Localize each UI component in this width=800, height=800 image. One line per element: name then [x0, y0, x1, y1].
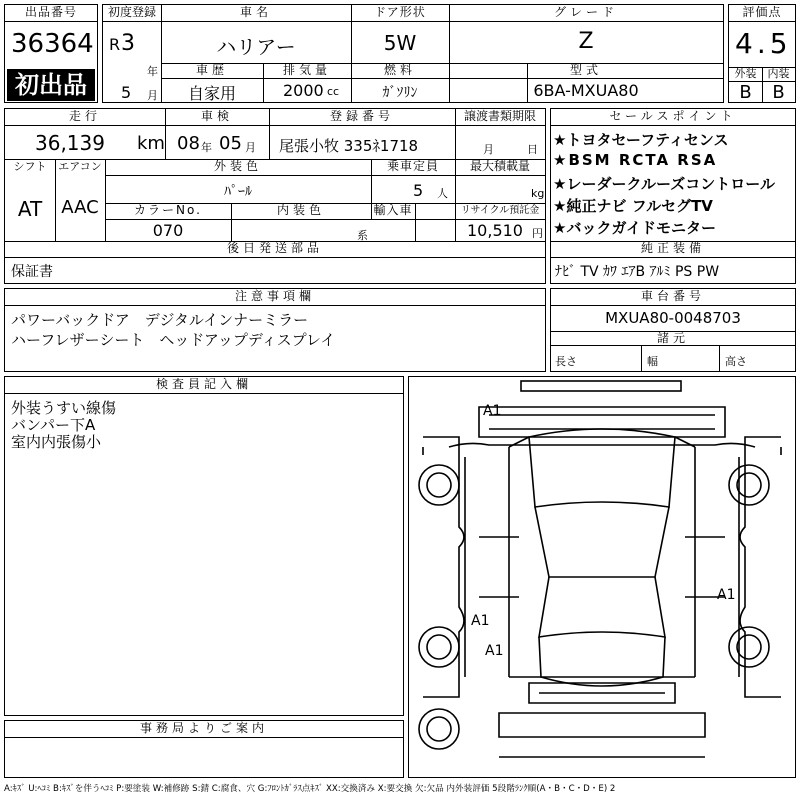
door-label: ドア形状	[374, 5, 426, 19]
color-no: 070	[152, 221, 184, 240]
grade-label: グレード	[553, 5, 618, 19]
recycle: 10,510	[467, 221, 523, 240]
spec-box	[4, 108, 546, 284]
door-type: 5W	[383, 31, 417, 55]
chassis-box	[550, 288, 796, 372]
inspector-line: バンパー下A	[11, 416, 96, 434]
lot-box	[4, 4, 98, 103]
chassis-number: MXUA80-0048703	[605, 309, 741, 327]
damage-mark: A1	[471, 613, 490, 629]
recycle-label: リサイクル預託金	[460, 205, 540, 216]
exterior-label: 外装	[734, 67, 757, 80]
color: ﾊﾟｰﾙ	[224, 184, 252, 200]
inspector-line: 室内内張傷小	[11, 433, 102, 451]
width-label: 幅	[647, 355, 658, 368]
later-parts-label: 後日発送部品	[226, 241, 323, 255]
score-label: 評価点	[742, 5, 782, 19]
mileage: 36,139	[35, 131, 105, 155]
import-label: 輸入車	[373, 203, 413, 217]
notes-label: 注意事項欄	[234, 289, 315, 303]
interior-color-label: 内装色	[276, 203, 325, 217]
exterior-grade: B	[739, 82, 752, 103]
plate: 尾張小牧 335ﾈ1718	[279, 137, 419, 155]
ac: AAC	[61, 197, 99, 218]
damage-mark: A1	[485, 643, 504, 659]
inspection-month-unit: 月	[245, 141, 256, 154]
chassis-label: 車台番号	[640, 289, 705, 303]
car-name: ハリアー	[216, 35, 296, 59]
sales-point: ★レーダークルーズコントロール	[553, 175, 775, 193]
sales-box	[550, 108, 796, 284]
inspection-year: 08	[177, 133, 200, 154]
color-no-label: カラーNo.	[134, 203, 202, 217]
transfer-month-unit: 月	[483, 143, 494, 156]
lot-label: 出品番号	[24, 5, 77, 19]
fuel: ｶﾞｿﾘﾝ	[382, 85, 418, 101]
color-label: 外装色	[213, 159, 262, 173]
car-diagram-box	[408, 376, 796, 778]
mileage-unit: km	[137, 133, 165, 154]
era: R	[109, 35, 121, 54]
equipment-label: 純正装備	[640, 241, 705, 255]
year-value: 3	[121, 31, 135, 56]
interior-grade: B	[772, 82, 785, 103]
header-box	[102, 4, 724, 103]
model-label: 型式	[569, 63, 602, 77]
damage-mark: A1	[717, 587, 736, 603]
car-name-label: 車名	[239, 5, 272, 19]
shift-label: シフト	[13, 160, 47, 173]
ac-label: エアコン	[58, 160, 102, 173]
height-label: 高さ	[725, 355, 747, 368]
displacement-unit: cc	[327, 85, 340, 98]
notes-line: パワーバックドア デジタルインナーミラー	[11, 311, 309, 329]
transfer-day-unit: 日	[527, 143, 538, 156]
first-listing-badge: 初出品	[7, 69, 95, 101]
score: 4.5	[735, 27, 792, 60]
sales-label: セールスポイント	[609, 109, 737, 123]
plate-label: 登録番号	[329, 109, 394, 123]
first-reg-label: 初度登録	[107, 5, 156, 19]
history: 自家用	[187, 84, 236, 103]
load-unit: kg	[531, 187, 545, 200]
sales-point: ★トヨタセーフティセンス	[553, 131, 729, 149]
inspection-year-unit: 年	[201, 141, 212, 154]
sales-point: ★純正ナビ フルセグTV	[553, 197, 713, 215]
inspector-label: 検査員記入欄	[155, 377, 252, 391]
model: 6BA-MXUA80	[533, 81, 639, 100]
notes-box	[4, 288, 546, 372]
damage-mark: A1	[483, 403, 502, 419]
notes-line: ハーフレザーシート ヘッドアップディスプレイ	[11, 331, 336, 349]
sales-point: ★バックガイドモニター	[553, 219, 716, 237]
interior-color-unit: 系	[357, 229, 368, 242]
capacity-label: 乗車定員	[386, 159, 439, 173]
dims-label: 諸元	[656, 331, 689, 345]
recycle-unit: 円	[532, 227, 543, 240]
interior-label: 内装	[767, 67, 790, 80]
office-label: 事務局よりご案内	[139, 721, 268, 735]
month-value: 5	[121, 83, 132, 102]
month-unit: 月	[147, 89, 158, 102]
inspection-label: 車検	[200, 109, 233, 123]
displacement: 2000	[283, 81, 324, 100]
inspector-line: 外装うすい線傷	[11, 399, 117, 417]
inspection-month: 05	[219, 133, 242, 154]
legend: A:ｷｽﾞ U:ﾍｺﾐ B:ｷｽﾞを伴うﾍｺﾐ P:要塗装 W:補修跡 S:錆 C:腐食、穴 G:ﾌﾛﾝﾄｶﾞﾗｽ点ｷｽﾞ XX:交換済み X:要交換 欠:欠品 内外装評価 5段階ﾗﾝｸ順(A・B・C・D・E) 2	[4, 784, 616, 794]
equipment: ﾅﾋﾞ TV ｶﾜ ｴｱB ｱﾙﾐ PS PW	[555, 264, 720, 280]
capacity-unit: 人	[437, 187, 448, 200]
length-label: 長さ	[555, 355, 577, 368]
capacity: 5	[413, 181, 424, 200]
shift: AT	[17, 197, 43, 221]
later-parts: 保証書	[11, 264, 53, 280]
car-diagram	[409, 377, 795, 777]
year-unit: 年	[147, 65, 158, 78]
office-box	[4, 720, 404, 778]
mileage-label: 走行	[68, 109, 101, 123]
lot-number: 36364	[11, 29, 94, 59]
fuel-label: 燃料	[383, 63, 416, 77]
inspector-box	[4, 376, 404, 716]
load-label: 最大積載量	[469, 159, 530, 173]
grade: Z	[578, 29, 594, 54]
displacement-label: 排気量	[282, 63, 331, 77]
transfer-label: 譲渡書類期限	[463, 109, 536, 123]
sales-point: ★BSM RCTA RSA	[553, 151, 718, 169]
history-label: 車歴	[195, 63, 228, 77]
score-box	[728, 4, 796, 103]
